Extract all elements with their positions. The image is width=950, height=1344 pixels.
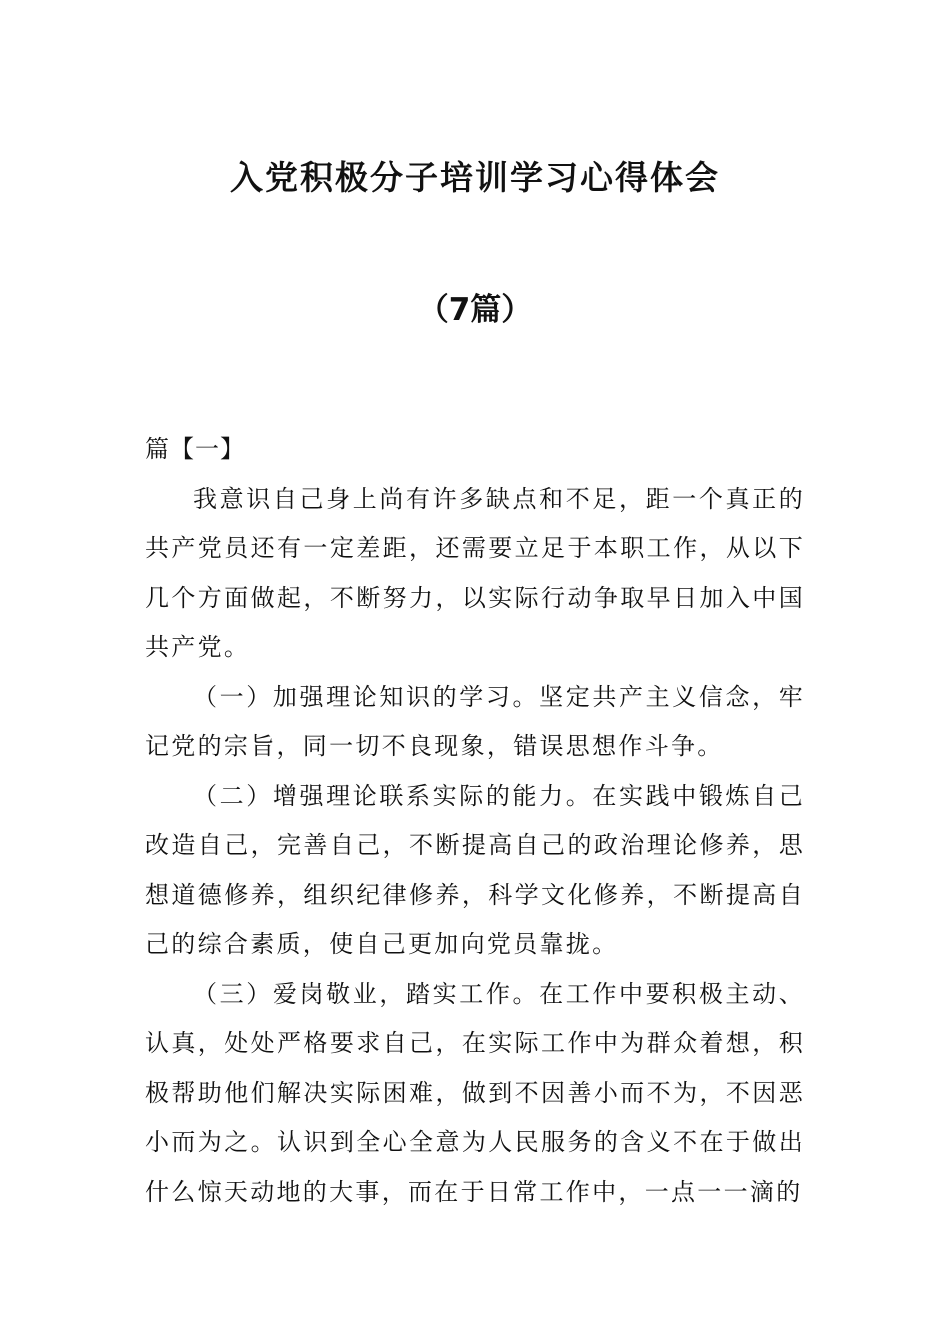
paragraph-point-3: （三）爱岗敬业，踏实工作。在工作中要积极主动、认真，处处严格要求自己，在实际工作中为群众着想，积极帮助他们解决实际困难，做到不因善小而不为，不因恶小而为之。认识到全心全意为人民服务的含义不在于做出什么惊天动地的大事，而在于日常工作中，一点一一滴的: [145, 979, 805, 1206]
document-body: [145, 425, 805, 1217]
paragraph-point-2: （二）增强理论联系实际的能力。在实践中锻炼自己改造自己，完善自己，不断提高自己的政治理论修养，思想道德修养，组织纪律修养，科学文化修养，不断提高自己的综合素质，使自己更加向党员靠拢。: [145, 781, 805, 958]
paragraph-intro: 我意识自己身上尚有许多缺点和不足，距一个真正的共产党员还有一定差距，还需要立足于本职工作，从以下几个方面做起，不断努力，以实际行动争取早日加入中国共产党。: [145, 484, 805, 661]
document-title: 入党积极分子培训学习心得体会: [230, 158, 720, 197]
document-subtitle: （7篇）: [417, 292, 533, 328]
paragraph-point-1: （一）加强理论知识的学习。坚定共产主义信念，牢记党的宗旨，同一切不良现象，错误思想作斗争。: [145, 682, 805, 760]
section-label: 篇【一】: [145, 435, 245, 463]
